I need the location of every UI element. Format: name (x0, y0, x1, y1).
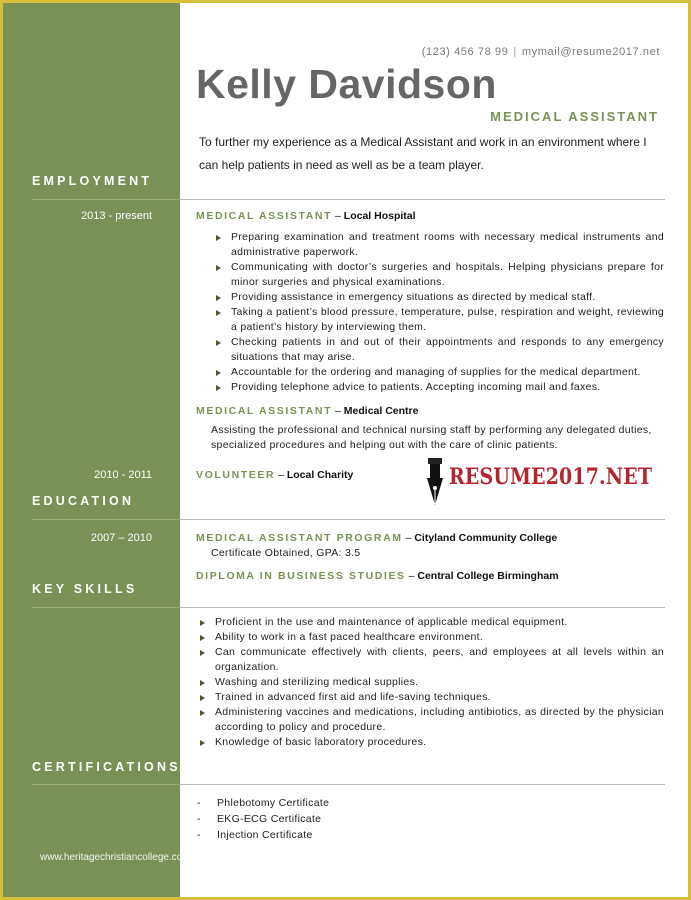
education-date: 2007 – 2010 (90, 532, 152, 544)
candidate-name: Kelly Davidson (196, 61, 497, 107)
job-heading (196, 469, 353, 481)
skill-item: Trained in advanced first aid and life-saving techniques. (198, 690, 664, 705)
education-heading (196, 570, 559, 582)
watermark-url: www.heritagechristiancollege.com (40, 852, 191, 863)
sidebar-divider (32, 784, 180, 785)
logo-text: RESUME2017.NET (449, 464, 653, 490)
section-divider (180, 607, 665, 608)
dash: – (275, 469, 287, 481)
fountain-pen-icon (424, 458, 446, 506)
section-divider (180, 784, 665, 785)
objective-statement: To further my experience as a Medical Assistant and work in an environment where I can help patients in need as well as be a team player. (199, 135, 647, 172)
skill-item: Ability to work in a fast paced healthcare environment. (198, 630, 664, 645)
phone-number: (123) 456 78 99 (421, 46, 509, 58)
certification-item: - EKG-ECG Certificate (195, 811, 495, 827)
contact-separator: | (513, 46, 517, 58)
sidebar-divider (32, 607, 180, 608)
section-divider (180, 199, 665, 200)
duty-item: Communicating with doctor’s surgeries and hospitals. Helping physicians prepare for minor surgeries and physical examinations. (214, 260, 664, 290)
duty-item: Providing assistance in emergency situations as directed by medical staff. (214, 290, 664, 305)
duty-item: Preparing examination and treatment rooms with necessary medical instruments and administrative paperwork. (214, 230, 664, 260)
section-divider (180, 519, 665, 520)
skill-item: Proficient in the use and maintenance of applicable medical equipment. (198, 615, 664, 630)
job-role-title: MEDICAL ASSISTANT (196, 405, 333, 417)
sidebar-divider (32, 519, 180, 520)
job-organization: Local Hospital (343, 210, 416, 222)
education-program: MEDICAL ASSISTANT PROGRAM (196, 532, 403, 544)
dash: – (405, 570, 418, 582)
certifications-list (195, 795, 495, 843)
skill-item: Can communicate effectively with clients, peers, and employees at all levels within an organization. (198, 645, 664, 675)
skills-list (198, 615, 664, 750)
education-heading (196, 532, 557, 544)
job-organization: Local Charity (286, 469, 354, 481)
duty-item: Accountable for the ordering and managing of supplies for the medical department. (214, 365, 664, 380)
job-heading (196, 405, 418, 417)
job-duties-list (214, 230, 664, 395)
job-role-title: VOLUNTEER (196, 469, 276, 481)
dash: – (332, 405, 344, 417)
job-date: 2013 - present (81, 210, 152, 222)
skill-item: Knowledge of basic laboratory procedures. (198, 735, 664, 750)
email-address[interactable]: mymail@resume2017.net (521, 46, 660, 58)
education-program: DIPLOMA IN BUSINESS STUDIES (196, 570, 406, 582)
certification-item: - Phlebotomy Certificate (195, 795, 495, 811)
sidebar-divider (32, 199, 180, 200)
duty-item: Providing telephone advice to patients. Accepting incoming mail and faxes. (214, 380, 664, 395)
section-label-education: EDUCATION (32, 494, 135, 508)
section-label-certifications: CERTIFICATIONS (32, 760, 181, 774)
dash: – (402, 532, 415, 544)
job-role-title: MEDICAL ASSISTANT (196, 210, 333, 222)
job-description: Assisting the professional and technical nursing staff by performing any delegated duties, specialized procedures and helping out with the care of clinic patients. (211, 424, 652, 451)
job-heading (196, 210, 416, 222)
education-institution: Central College Birmingham (417, 570, 559, 582)
duty-item: Checking patients in and out of their appointments and responds to any emergency situations that may arise. (214, 335, 664, 365)
job-title: MEDICAL ASSISTANT (490, 109, 659, 124)
skill-item: Administering vaccines and medications, including antibiotics, as directed by the physician according to policy and procedure. (198, 705, 664, 735)
job-date: 2010 - 2011 (94, 469, 152, 481)
skill-item: Washing and sterilizing medical supplies. (198, 675, 664, 690)
education-institution: Cityland Community College (414, 532, 558, 544)
section-label-employment: EMPLOYMENT (32, 174, 153, 188)
education-detail: Certificate Obtained, GPA: 3.5 (211, 547, 361, 559)
dash: – (332, 210, 344, 222)
contact-line (422, 46, 660, 58)
duty-item: Taking a patient’s blood pressure, temperature, pulse, respiration and weight, reviewing a patient’s history by interviewing them. (214, 305, 664, 335)
section-label-key-skills: KEY SKILLS (32, 582, 138, 596)
job-organization: Medical Centre (343, 405, 419, 417)
certification-item: - Injection Certificate (195, 827, 495, 843)
